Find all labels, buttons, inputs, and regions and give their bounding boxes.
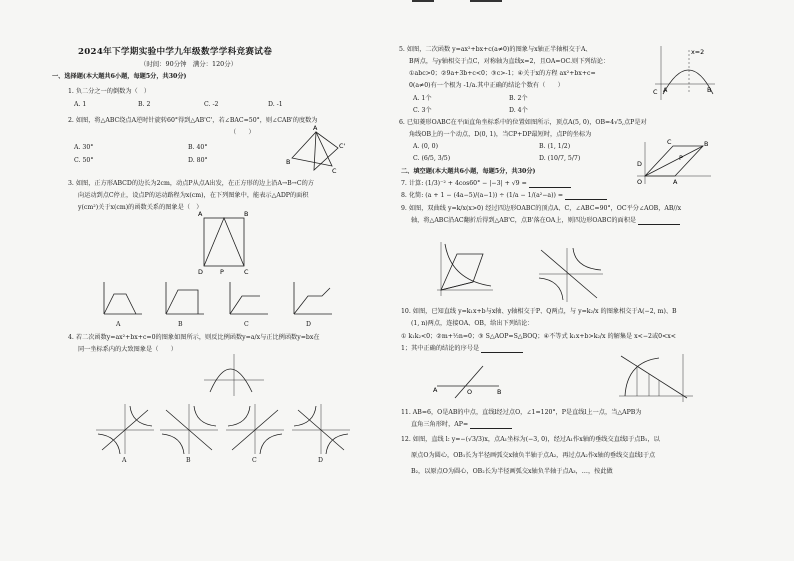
- question-7-text: 7. 计算: (1/3)⁻² + 4cos60° − |−3| + √9 =: [401, 180, 527, 187]
- q11-line-figure: [433, 362, 503, 402]
- svg-text:D: D: [637, 160, 642, 168]
- svg-text:D: D: [198, 268, 203, 276]
- question-2: 2. 如图，将△ABC绕点A逆时针旋转60°得到△AB'C'，若∠BAC=50°，则∠CAB'的度数为: [68, 117, 318, 124]
- q9-answer-blank[interactable]: [638, 218, 680, 225]
- question-10-line-2: (1, n)两点，连接OA、OB，给出下列结论：: [411, 320, 534, 327]
- exam-title: 2024年下学期实验中学九年级数学学科竞赛试卷: [78, 47, 273, 57]
- question-5-line-4: 0(a≠0)有一个根为 -1/a.其中正确的结论个数有（ ）: [409, 82, 564, 89]
- question-10-line-3: ① k₁k₂<0；②m+½n=0；③ S△AOP=S△BOQ；④不等式 k₁x+b>k₂/x 的解集是 x<−2或0<x<: [401, 333, 676, 340]
- svg-text:A: A: [433, 386, 438, 394]
- question-6-line-2: 角线OB上的一个动点，D(0, 1)，当CP+DP最短时，点P的坐标为: [409, 131, 592, 138]
- question-3-line-1: 3. 如图，正方形ABCD的边长为2cm，动点P从点A出发，在正方形的边上沿A→B→C的方: [68, 180, 314, 187]
- svg-text:C: C: [332, 167, 337, 175]
- question-11-line-1: 11. AB=6，O是AB的中点，直线l经过点O，∠1=120°，P是直线l上一点，当△APB为: [401, 409, 642, 416]
- q3-label-a: A: [116, 321, 121, 328]
- q6-option-a: A. (0, 0): [413, 143, 439, 150]
- q6-option-b: B. (1, 1/2): [539, 143, 571, 150]
- question-1: 1. 负二分之一的倒数为（ ）: [68, 88, 151, 95]
- svg-text:C: C: [653, 88, 658, 96]
- q5-option-d: D. 4个: [509, 107, 528, 114]
- svg-text:A: A: [313, 124, 318, 132]
- svg-text:B: B: [497, 388, 502, 396]
- svg-text:C': C': [339, 142, 346, 150]
- q5-option-b: B. 2个: [509, 95, 528, 102]
- q9-hyperbola-figure-2: [537, 246, 603, 302]
- svg-text:P: P: [220, 268, 224, 276]
- q4-graph-a: [96, 404, 154, 454]
- question-4-line-2: 同一坐标系内的大致图象是（ ）: [78, 346, 177, 353]
- q6-option-d: D. (10/7, 5/7): [539, 155, 581, 162]
- svg-text:O: O: [467, 388, 473, 396]
- section-choice-heading: 一、选择题(本大题共6小题，每题5分，共30分): [52, 73, 187, 80]
- q1-option-d: D. -1: [268, 101, 283, 108]
- svg-text:B: B: [707, 86, 712, 94]
- q4-graph-d: [292, 404, 350, 454]
- q2-option-a: A. 30°: [74, 144, 94, 151]
- question-5-line-1: 5. 如图，二次函数 y=ax²+bx+c(a≠0)的图象与x轴正半轴相交于A、: [399, 46, 592, 53]
- q4-label-b: B: [186, 457, 191, 464]
- question-10-line-4: [401, 345, 523, 353]
- q12-arc-figure: [619, 352, 693, 402]
- question-9-line-1: 9. 如图，双曲线 y=k/x(x>0) 经过四边形OABC的顶点A、C，∠ABC=90°，OC平分∠AOB，AB//x: [401, 205, 682, 212]
- svg-text:A: A: [663, 86, 668, 94]
- q2-answer-paren: （ ）: [230, 129, 255, 136]
- q11-answer-blank[interactable]: [470, 422, 512, 429]
- question-10-line-1: 10. 如图，已知直线 y=k₁x+b与x轴、y轴相交于P、Q两点，与 y=k₂/x 的图象相交于A(−2, m)、B: [401, 308, 677, 315]
- question-7: [401, 180, 571, 188]
- q2-rotation-figure: [286, 126, 346, 176]
- q3-square-figure: [198, 210, 250, 274]
- q1-option-c: C. -2: [204, 101, 219, 108]
- q3-label-c: C: [244, 321, 249, 328]
- q5-option-c: C. 3个: [413, 107, 432, 114]
- q1-option-b: B. 2: [138, 101, 151, 108]
- svg-text:B: B: [286, 158, 291, 166]
- svg-text:C: C: [244, 268, 249, 276]
- q3-graph-c: [226, 280, 270, 320]
- q4-parabola-figure: [204, 352, 264, 396]
- question-12-line-1: 12. 如图，直线 l: y=−(√3/3)x，点A₁坐标为(−3, 0)，经过A₁作x轴的垂线交直线l于点B₁，以: [401, 436, 660, 443]
- question-4-line-1: 4. 若二次函数y=ax²+bx+c=0的图象如图所示，则反比例函数y=a/x与正比例函数y=bx在: [68, 334, 320, 341]
- right-column: [397, 0, 794, 561]
- svg-text:B: B: [244, 210, 249, 218]
- question-3-line-3: y(cm²)关于x(cm)的函数关系的图象是（ ）: [78, 204, 203, 211]
- q4-graph-c: [226, 404, 284, 454]
- question-8: [401, 192, 607, 200]
- svg-text:x=2: x=2: [691, 48, 705, 56]
- q6-rhombus-figure: [631, 138, 711, 184]
- question-3-line-2: 向运动到点C停止，设点P的运动路程为x(cm)，在下列图象中，能表示△ADP的面积: [78, 192, 309, 199]
- q4-label-d: D: [318, 457, 323, 464]
- q7-answer-blank[interactable]: [529, 181, 571, 188]
- svg-text:C: C: [667, 138, 672, 146]
- q3-graph-d: [290, 280, 334, 320]
- question-12-line-2: 原点O为圆心，OB₁长为半径画弧交x轴负半轴于点A₂，再过点A₂作x轴的垂线交直线l于点: [411, 452, 656, 459]
- section-fill-heading: 二、填空题(本大题共6小题，每题5分，共30分): [401, 168, 536, 175]
- question-11-line-2-text: 直角三角形时，AP=: [411, 421, 469, 428]
- question-6-line-1: 6. 已知菱形OABC在平面直角坐标系中的位置如图所示，顶点A(5, 0)，OB=4√5,点P是对: [399, 119, 647, 126]
- question-5-line-2: B两点，与y轴相交于点C，对称轴为直线x=2，且OA=OC.则下列结论：: [409, 58, 610, 65]
- q3-label-b: B: [178, 321, 183, 328]
- question-5-line-3: ①abc>0；②9a+3b+c<0；③c>-1；④关于x的方程 ax²+bx+c=: [409, 70, 596, 77]
- q5-option-a: A. 1个: [413, 95, 432, 102]
- q1-option-a: A. 1: [74, 101, 87, 108]
- svg-text:B: B: [704, 140, 709, 148]
- question-9-line-2: [411, 217, 680, 225]
- q2-option-b: B. 40°: [188, 144, 208, 151]
- svg-text:A: A: [198, 210, 203, 218]
- q10-answer-blank[interactable]: [481, 346, 523, 353]
- q3-graph-a: [100, 280, 144, 320]
- q3-label-d: D: [306, 321, 311, 328]
- svg-text:P: P: [679, 154, 683, 162]
- q3-graph-b: [162, 280, 206, 320]
- exam-subtitle: （时间：90分钟 满分：120分）: [140, 60, 238, 68]
- q4-label-c: C: [252, 457, 257, 464]
- question-8-text: 8. 化简: (a + 1 − (4a−5)/(a−1)) ÷ (1/a − 1/(a²−a)) =: [401, 192, 564, 199]
- svg-text:O: O: [637, 178, 643, 186]
- question-11-line-2: [411, 421, 512, 429]
- q2-option-d: D. 80°: [188, 157, 208, 164]
- question-12-line-3: B₂，以原点O为圆心，OB₂长为半径画弧交x轴负半轴于点A₃，…，按此做: [411, 468, 613, 475]
- q8-answer-blank[interactable]: [565, 193, 607, 200]
- svg-text:A: A: [673, 178, 678, 186]
- q4-graph-b: [160, 404, 218, 454]
- q6-option-c: C. (6/5, 3/5): [413, 155, 451, 162]
- question-10-line-4-text: 1；其中正确的结论的序号是: [401, 345, 480, 352]
- q9-hyperbola-figure: [433, 240, 493, 296]
- q4-label-a: A: [122, 457, 127, 464]
- question-9-line-2-text: 轴，将△ABC沿AC翻折后得到△AB'C，点B'落在OA上，则四边形OABC的面积是: [411, 217, 637, 224]
- q2-option-c: C. 50°: [74, 157, 94, 164]
- q5-parabola-figure: [653, 44, 715, 100]
